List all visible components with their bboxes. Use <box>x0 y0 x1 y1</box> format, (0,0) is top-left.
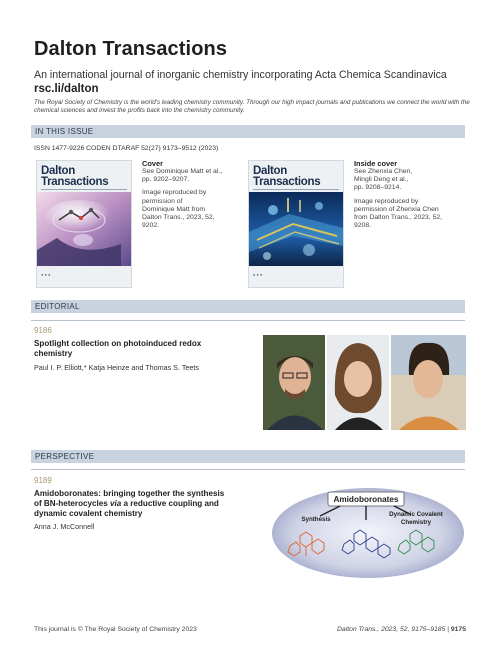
editorial-title[interactable] <box>34 339 264 359</box>
inside-cover-caption <box>354 159 469 230</box>
inside-cover-credit-line: Image reproduced by <box>354 197 419 205</box>
inside-cover-image[interactable] <box>248 160 344 288</box>
editorial-page-number: 9186 <box>34 326 52 335</box>
cover-artwork <box>37 192 131 266</box>
inside-cover-pages: pp. 9208–9214. <box>354 184 402 192</box>
cover-pages: pp. 9202–9207. <box>142 176 190 184</box>
footer-page-number: 9175 <box>450 626 466 633</box>
inside-cover-heading: Inside cover <box>354 159 398 168</box>
inside-cover-see[interactable]: See Zhenxia Chen, <box>354 168 413 175</box>
toc-label-synthesis: Synthesis <box>301 516 331 523</box>
cover-see[interactable]: See Dominique Matt et al., <box>142 168 223 175</box>
perspective-title-line: of BN-heterocycles via a reductive coupling and <box>34 499 219 508</box>
toc-label-main: Amidoboronates <box>333 495 399 504</box>
section-header-perspective: PERSPECTIVE <box>31 450 465 463</box>
cover-credit-line: 9202. <box>142 222 160 230</box>
perspective-authors: Anna J. McConnell <box>34 522 95 531</box>
perspective-page-number: 9189 <box>34 476 52 485</box>
section-divider <box>31 320 465 321</box>
section-header-editorial: EDITORIAL <box>31 300 465 313</box>
cover-footer-logo: ● ● ● <box>41 272 51 277</box>
editorial-author-photos <box>263 335 466 430</box>
cover-heading: Cover <box>142 159 163 168</box>
perspective-title-line: dynamic covalent chemistry <box>34 509 143 518</box>
perspective-toc-graphic <box>270 486 466 580</box>
cover-credit-line: Dalton Trans., 2023, 52, <box>142 214 215 222</box>
inside-cover-footer-logo: ● ● ● <box>253 272 263 277</box>
inside-cover-artwork <box>249 192 343 266</box>
footer-citation <box>337 626 466 633</box>
toc-label-chemistry: Chemistry <box>400 519 432 526</box>
journal-blurb: The Royal Society of Chemistry is the world's leading chemistry community. Through our high impact journals and publications we connect the world with the chemical sciences and invest the profits back into the chemistry community. <box>34 99 470 115</box>
cover-credit-line: permission of <box>142 197 183 205</box>
inside-cover-see[interactable]: Mingli Deng et al., <box>354 176 409 184</box>
journal-subtitle: An international journal of inorganic chemistry incorporating Acta Chemica Scandinavica <box>34 69 447 81</box>
section-divider <box>31 469 465 470</box>
cover-image[interactable] <box>36 160 132 288</box>
journal-url[interactable]: rsc.li/dalton <box>34 83 99 95</box>
cover-divider <box>41 189 127 190</box>
cover-caption <box>142 159 252 230</box>
cover-credit-line: Dominique Matt from <box>142 205 206 213</box>
perspective-title-line: Amidoboronates: bringing together the synthesis <box>34 489 225 498</box>
editorial-title-line: chemistry <box>34 349 73 358</box>
cover-credit-line: Image reproduced by <box>142 189 207 197</box>
inside-cover-credit-line: 9208. <box>354 222 372 230</box>
editorial-title-line: Spotlight collection on photoinduced redox <box>34 339 202 348</box>
inside-cover-masthead: Dalton Transactions <box>253 165 321 188</box>
footer-citation-text: Dalton Trans., 2023, 52, 9175–9185 <box>337 626 446 633</box>
perspective-title[interactable] <box>34 489 269 519</box>
inside-cover-divider <box>253 189 339 190</box>
inside-cover-credit-line: permission of Zhenxia Chen <box>354 205 439 213</box>
footer-divider: | <box>447 626 451 633</box>
footer-copyright: This journal is © The Royal Society of Chemistry 2023 <box>34 626 197 633</box>
editorial-authors: Paul I. P. Elliott,* Katja Heinze and Thomas S. Teets <box>34 363 200 372</box>
issn-line: ISSN 1477-9226 CODEN DTARAF 52(27) 9173–9512 (2023) <box>34 145 219 152</box>
inside-cover-credit-line: from Dalton Trans., 2023, 52, <box>354 214 443 222</box>
section-header-in-this-issue: IN THIS ISSUE <box>31 125 465 138</box>
journal-title: Dalton Transactions <box>34 38 228 60</box>
toc-label-dynamic-covalent: Dynamic Covalent <box>389 511 443 518</box>
cover-masthead: Dalton Transactions <box>41 165 109 188</box>
